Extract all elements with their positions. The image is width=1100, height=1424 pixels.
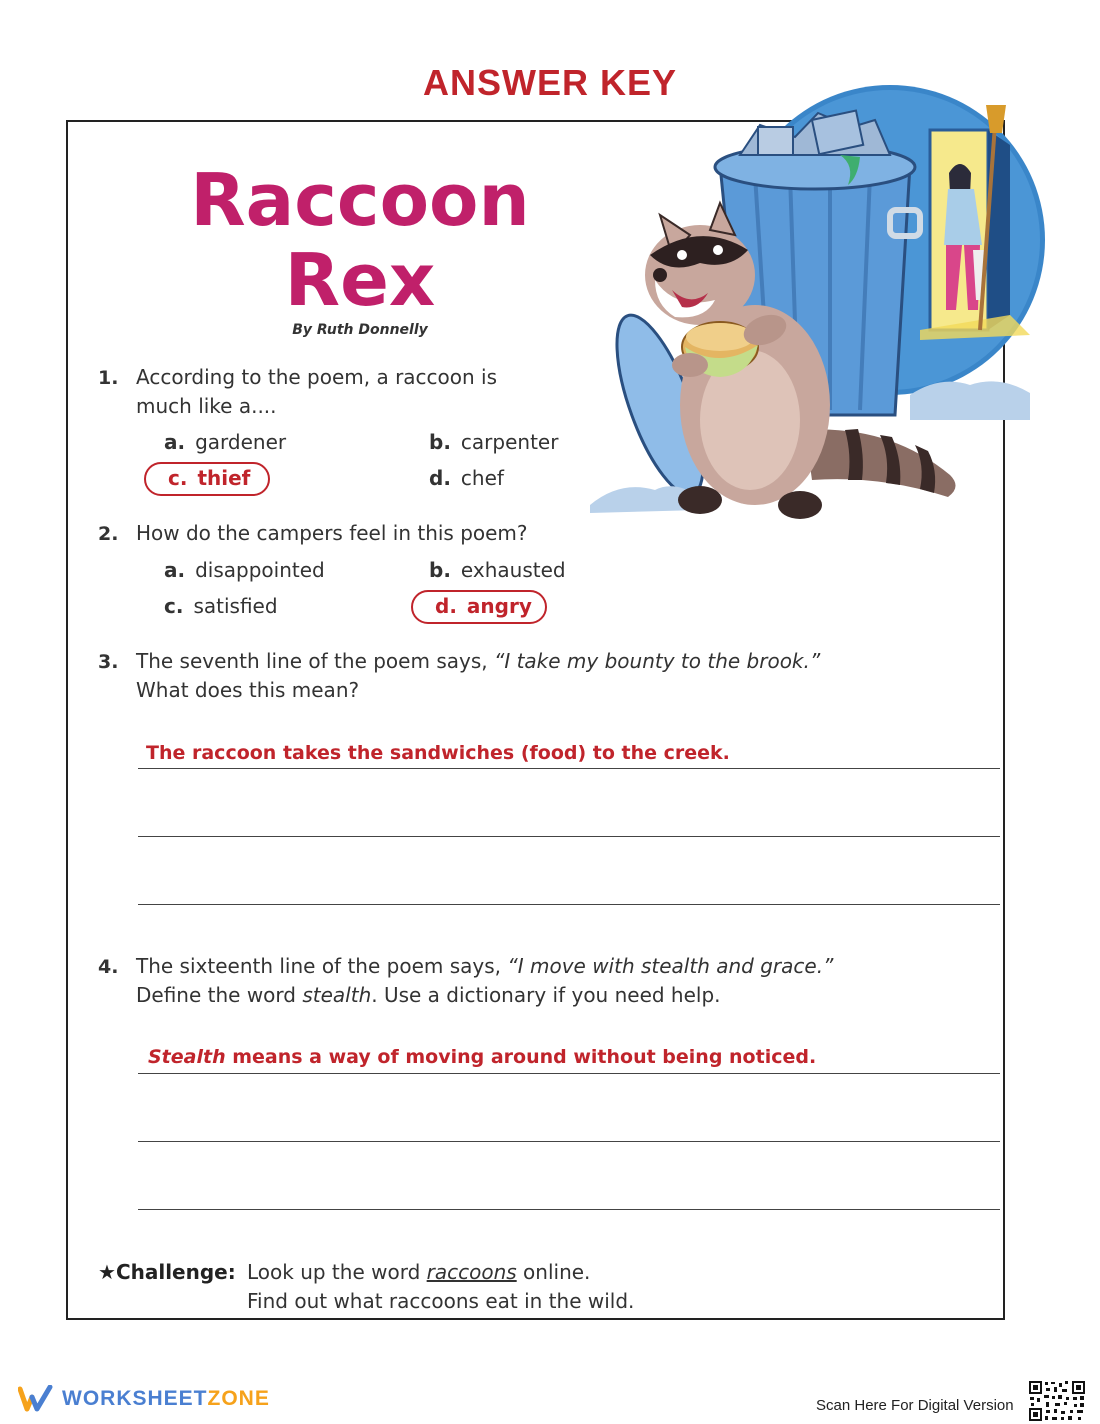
option-letter: b. xyxy=(429,558,451,582)
question-2-text: How do the campers feel in this poem? xyxy=(136,521,528,545)
option-label: angry xyxy=(466,594,532,618)
qr-code-icon[interactable] xyxy=(1028,1380,1086,1422)
question-4-number: 4. xyxy=(98,956,119,978)
challenge-label-text: Challenge: xyxy=(115,1260,236,1284)
option-label: carpenter xyxy=(460,430,559,454)
challenge-word: raccoons xyxy=(426,1260,517,1284)
question-4-answer xyxy=(148,1046,816,1068)
worksheetzone-logo-icon xyxy=(18,1385,54,1413)
option-letter: a. xyxy=(164,558,186,582)
question-3-quote: “I take my bounty to the brook.” xyxy=(493,649,821,673)
answer-line xyxy=(138,1141,1000,1142)
question-1-number: 1. xyxy=(98,367,119,389)
question-1-option-c-circled xyxy=(144,462,270,496)
option-letter: d. xyxy=(429,466,451,490)
worksheetzone-logo[interactable] xyxy=(18,1385,270,1413)
question-1-text-line1: According to the poem, a raccoon is xyxy=(136,365,498,389)
answer-line xyxy=(138,836,1000,837)
question-2-option-b xyxy=(429,558,566,582)
answer-line xyxy=(138,1073,1000,1074)
question-3-answer: The raccoon takes the sandwiches (food) to the creek. xyxy=(146,742,730,764)
option-letter: c. xyxy=(164,594,184,618)
question-3-prefix: The seventh line of the poem says, xyxy=(136,649,494,673)
question-4-text-line1 xyxy=(136,952,833,981)
byline: By Ruth Donnelly xyxy=(292,322,428,338)
worksheet-title-line2: Rex xyxy=(284,238,436,322)
brand-part1: WORKSHEET xyxy=(62,1387,208,1410)
challenge-prefix: Look up the word xyxy=(247,1260,427,1284)
star-icon: ★ xyxy=(98,1260,116,1284)
challenge-label xyxy=(98,1260,236,1284)
answer-line xyxy=(138,1209,1000,1210)
question-1-text-line2: much like a.... xyxy=(136,394,277,418)
raccoon-illustration xyxy=(590,85,1045,530)
define-prefix: Define the word xyxy=(136,983,303,1007)
option-label: exhausted xyxy=(460,558,566,582)
option-label: satisfied xyxy=(193,594,278,618)
option-label: thief xyxy=(197,466,251,490)
answer-italic-word: Stealth xyxy=(148,1046,226,1068)
question-2-number: 2. xyxy=(98,523,119,545)
option-letter: a. xyxy=(164,430,186,454)
answer-key-heading: ANSWER KEY xyxy=(422,62,678,103)
brand-name xyxy=(62,1387,270,1411)
option-letter: c. xyxy=(168,466,188,490)
option-label: chef xyxy=(460,466,504,490)
question-1-option-a xyxy=(164,430,286,454)
option-letter: d. xyxy=(435,594,457,618)
challenge-line1 xyxy=(247,1258,590,1287)
question-2-option-c xyxy=(164,594,278,618)
question-3-text-line1 xyxy=(136,647,820,676)
option-label: gardener xyxy=(195,430,287,454)
challenge-suffix: online. xyxy=(516,1260,591,1284)
scan-text: Scan Here For Digital Version xyxy=(816,1397,1014,1414)
question-3-text-line2: What does this mean? xyxy=(136,678,360,702)
define-word: stealth xyxy=(302,983,372,1007)
option-label: disappointed xyxy=(195,558,325,582)
answer-rest: means a way of moving around without being noticed. xyxy=(225,1046,817,1068)
brand-part2: ZONE xyxy=(207,1387,270,1410)
question-2-option-d-circled xyxy=(411,590,547,624)
question-4-quote: “I move with stealth and grace.” xyxy=(507,954,834,978)
question-1-option-b xyxy=(429,430,558,454)
answer-line xyxy=(138,768,1000,769)
question-4-prefix: The sixteenth line of the poem says, xyxy=(136,954,508,978)
question-1-option-d xyxy=(429,466,504,490)
challenge-line2: Find out what raccoons eat in the wild. xyxy=(247,1289,635,1313)
question-4-text-line2 xyxy=(136,981,721,1010)
question-3-number: 3. xyxy=(98,651,119,673)
worksheet-title-line1: Raccoon xyxy=(190,158,530,242)
option-letter: b. xyxy=(429,430,451,454)
answer-line xyxy=(138,904,1000,905)
question-2-option-a xyxy=(164,558,325,582)
define-suffix: . Use a dictionary if you need help. xyxy=(371,983,721,1007)
